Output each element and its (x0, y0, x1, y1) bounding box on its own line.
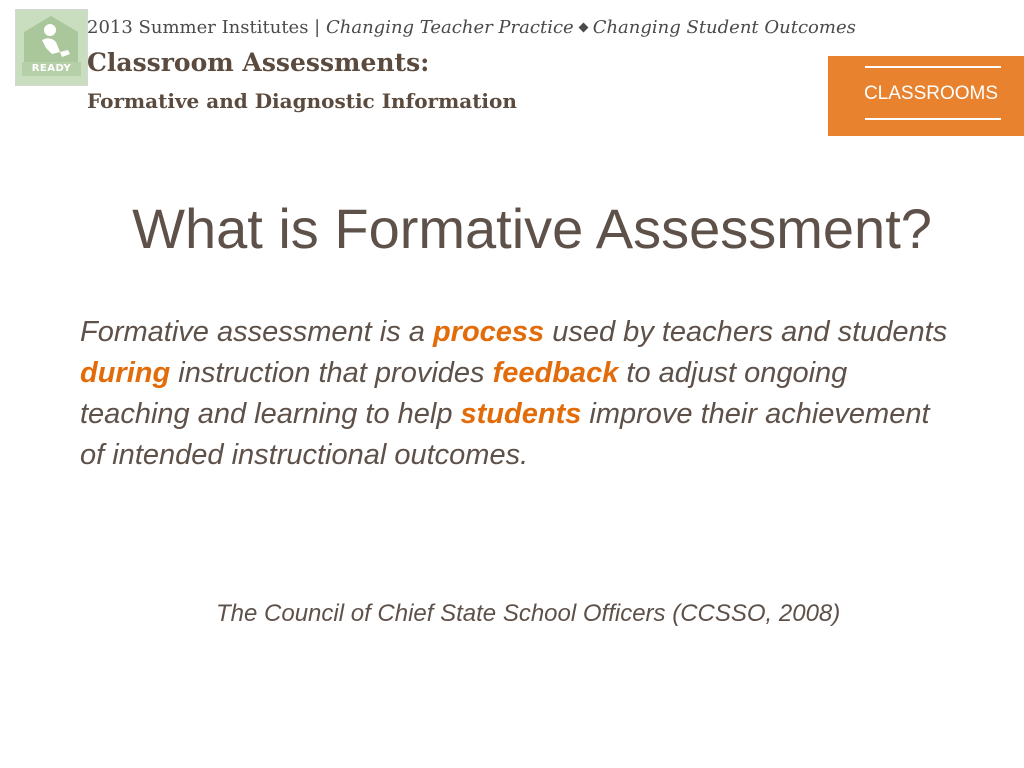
diamond-separator-icon (578, 22, 588, 32)
highlight-process: process (432, 316, 545, 348)
highlight-during: during (80, 357, 171, 389)
badge-rule-bottom (865, 118, 1001, 120)
header-institute-line (87, 17, 856, 38)
highlight-feedback: feedback (492, 357, 619, 389)
header-title: Classroom Assessments: (87, 48, 430, 77)
header-prefix: 2013 Summer Institutes | (87, 17, 321, 38)
classrooms-badge (828, 56, 1024, 136)
highlight-students: students (460, 398, 582, 430)
header-subtitle: Formative and Diagnostic Information (87, 89, 517, 113)
definition-text-3: instruction that provides (170, 357, 493, 389)
ready-logo (15, 9, 88, 86)
citation: The Council of Chief State School Officers (CCSSO, 2008) (216, 600, 841, 627)
definition-text-1: Formative assessment is a (80, 316, 433, 348)
slide-title: What is Formative Assessment? (132, 197, 932, 260)
header-tagline-left: Changing Teacher Practice (325, 17, 574, 38)
header-tagline-right: Changing Student Outcomes (592, 17, 856, 38)
badge-label: CLASSROOMS (863, 83, 999, 104)
badge-rule-top (865, 66, 1001, 68)
logo-label: READY (31, 63, 72, 74)
definition-text-2: used by teachers and students (544, 316, 948, 348)
definition-text-4: to adjust ongoing teaching and learning to help (80, 357, 848, 430)
definition-text-5: improve their achievement of intended instructional outcomes. (80, 398, 930, 471)
definition-paragraph (80, 312, 960, 476)
